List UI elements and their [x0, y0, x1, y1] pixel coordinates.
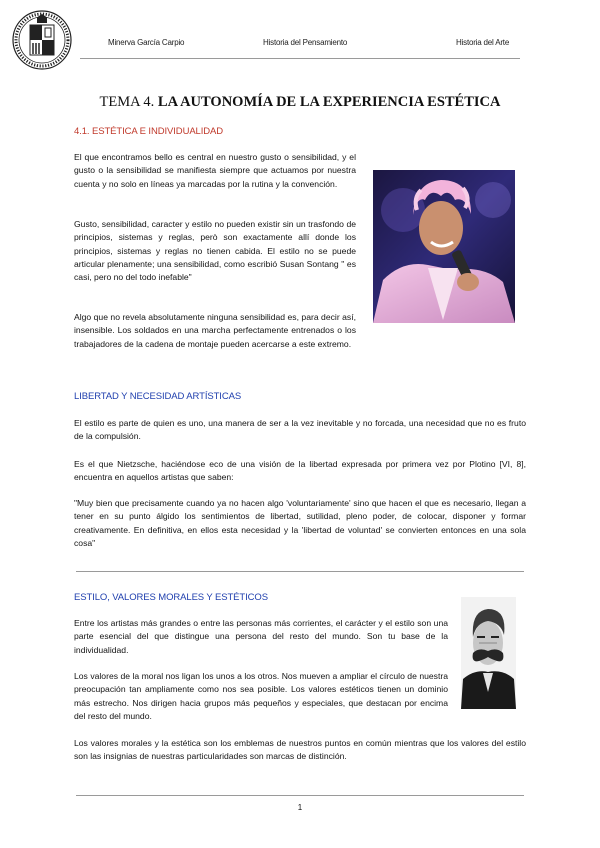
paragraph: Gusto, sensibilidad, caracter y estilo no pueden existir sin un trasfondo de principios, sistemas y reglas, però son exactamente allí donde los principios, sistemas y reglas no tienen cabida. El estilo no se puede articular plenamente; una sensibilidad, como escribió Susan Sontang " es casi, pero no del todo inefable"	[74, 219, 356, 283]
portrait-photo	[461, 597, 516, 709]
paragraph: Algo que no revela absolutamente ninguna sensibilidad es, para decir así, insensible. Los soldados en una marcha perfectamente entrenados o los trabajadores de la cadena de montaje pueden acercarse a este extremo.	[74, 312, 356, 349]
section-heading: ESTILO, VALORES MORALES Y ESTÉTICOS	[74, 592, 268, 603]
page-number: 1	[297, 803, 303, 812]
paragraph: Los valores morales y la estética son los emblemas de nuestros puntos en común mientras que los valores del estilo son las insignias de nuestras particularidades son marcas de distinción.	[74, 738, 526, 762]
header-course: Historia del Pensamiento	[263, 38, 348, 47]
title-main: LA AUTONOMÍA DE LA EXPERIENCIA ESTÉTICA	[157, 94, 501, 110]
paragraph: El estilo es parte de quien es uno, una manera de ser a la vez inevitable y no forcada, una necesidad que no es fruto de la compulsión.	[74, 418, 526, 442]
section-divider	[76, 571, 524, 572]
header-divider	[80, 58, 520, 59]
header-subject: Historia del Arte	[456, 38, 510, 47]
header-author: Minerva García Carpio	[108, 38, 185, 47]
section-heading: 4.1. ESTÉTICA E INDIVIDUALIDAD	[74, 126, 224, 137]
title-prefix: TEMA 4.	[99, 94, 155, 110]
university-seal-logo	[12, 10, 72, 70]
page-title	[0, 94, 600, 111]
quotation: "Muy bien que precisamente cuando ya no hacen algo 'voluntariamente' sino que hacen el que es necesario, llegan a tener en su punto álgido los sentimientos de libertad, sutilidad, pleno poder, de colocar, disponer y formar creativamente. En definitiva, en ellos esta necesidad y la 'libertad de voluntad' se convierten entonces en una sola cosa"	[74, 498, 526, 548]
performer-photo	[373, 170, 515, 323]
paragraph: El que encontramos bello es central en nuestro gusto o sensibilidad, y el gusto o la sensibilidad se manifiesta siempre que actuamos por nuestra cuenta y no solo en líneas ya marcadas por la rutina y la convención.	[74, 152, 356, 189]
paragraph: Los valores de la moral nos ligan los unos a los otros. Nos mueven a ampliar el círculo de nuestra preocupación tan ampliamente como nos sea posible. Los valores estéticos tienen un dominio más estrecho. Nos dirigen hacia grupos más pequeños y especiales, que destacan por encima del resto del mundo.	[74, 671, 448, 721]
footer-divider	[76, 795, 524, 796]
section-heading: LIBERTAD Y NECESIDAD ARTÍSTICAS	[74, 391, 242, 402]
paragraph: Es el que Nietzsche, haciéndose eco de una visión de la libertad expresada por primera vez por Plotino [VI, 8], encuentra en aquellos artistas que saben:	[74, 459, 526, 483]
paragraph: Entre los artistas más grandes o entre las personas más corrientes, el carácter y el estilo son una parte esencial del que distingue una persona del resto del mundo. Son tu base de la individualidad.	[74, 618, 448, 655]
